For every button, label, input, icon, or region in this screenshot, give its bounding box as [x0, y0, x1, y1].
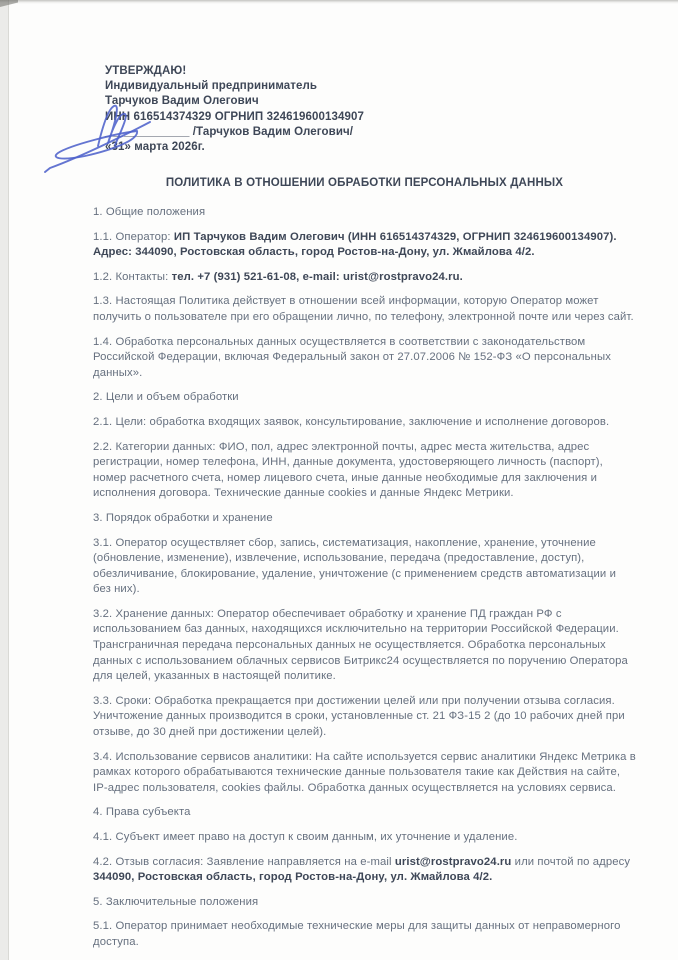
- paragraph-p-2-1: [93, 415, 636, 431]
- text-segment: 3.4. Использование сервисов аналитики: На сайте используется сервис аналитики Яндекс Метрика в рамках которого обрабатываются технические данные пользователя такие как Действия на сайте, IP-адрес пользователя, cookies файлы. Обработка данных осуществляется на условиях сервиса.: [93, 750, 636, 794]
- paragraph-p-3-2: [93, 607, 636, 685]
- text-segment: 5. Заключительные положения: [93, 895, 259, 908]
- paragraph-p-1-1: [93, 230, 636, 261]
- paragraph-p-3-1: [93, 536, 636, 598]
- paragraph-p-5-1: [93, 919, 636, 950]
- text-segment: 3.1. Оператор осуществляет сбор, запись, систематизация, накопление, хранение, уточнение (обновление, изменение), извлечение, использование, передача (предоставление, доступ), обезличивание, блокирование, удаление, уничтожение (с применением средств автоматизации и без них).: [93, 536, 616, 596]
- paragraph-p-2-2: [93, 440, 636, 502]
- paragraph-section-4-heading: [93, 805, 636, 821]
- text-segment: 1.4. Обработка персональных данных осуществляется в соответствии с законодательством Российской Федерации, включая Федеральный закон от 27.07.2006 № 152-ФЗ «О персональных данных».: [93, 335, 611, 379]
- paragraph-section-5-heading: [93, 895, 636, 911]
- approval-line-4: ИНН 616514374329 ОГРНИП 324619600134907: [105, 110, 365, 123]
- text-segment-bold: 344090, Ростовская область, город Ростов-на-Дону, ул. Жмайлова 4/2.: [93, 871, 493, 884]
- approval-line-5: _____________ /Тарчуков Вадим Олегович/: [105, 125, 354, 138]
- paragraph-section-1-heading: [93, 205, 636, 221]
- text-segment: 1. Общие положения: [93, 206, 206, 218]
- paragraph-p-4-1: [93, 830, 636, 846]
- text-segment: 3.3. Сроки: Обработка прекращается при достижении целей или при получении отзыва согласия. Уничтожение данных производится в сроки, установленные ст. 21 ФЗ-15 2 (до 10 рабочих дней при отзыве, до 30 дней при достижении целей).: [93, 694, 625, 739]
- document-body: [93, 205, 636, 960]
- text-segment: 4.2. Отзыв согласия: Заявление направляется на e-mail: [93, 855, 395, 868]
- text-segment: 2.2. Категории данных: ФИО, пол, адрес электронной почты, адрес места жительства, адрес регистрации, номер телефона, ИНН, данные документа, удостоверяющего личность (паспорт), номер расчетного счета, номер лицевого счета, иные данные необходимые для заключения и исполнения договора. Технические данные cookies и данные Яндекс Метрики.: [93, 440, 603, 500]
- approval-line-3: Тарчуков Вадим Олегович: [105, 95, 259, 108]
- page-top-edge-shadow: [0, 0, 678, 4]
- text-segment: 1.1. Оператор:: [93, 230, 174, 243]
- paragraph-p-1-2: [93, 270, 636, 286]
- text-segment: 3. Порядок обработки и хранение: [93, 511, 273, 524]
- text-segment-bold: urist@rostpravo24.ru: [394, 855, 512, 868]
- page-left-edge-shadow: [0, 0, 9, 960]
- text-segment: 2.1. Цели: обработка входящих заявок, консультирование, заключение и исполнение договоров.: [93, 415, 610, 428]
- text-segment: 4.1. Субъект имеет право на доступ к своим данным, их уточнение и удаление.: [93, 831, 518, 843]
- paragraph-p-1-3: [93, 294, 636, 325]
- approval-line-1: УТВЕРЖДАЮ!: [105, 65, 187, 77]
- text-segment: 2. Цели и объем обработки: [93, 391, 239, 404]
- text-segment: или почтой по адресу: [511, 855, 631, 868]
- text-segment: 5.1. Оператор принимает необходимые технические меры для защиты данных от неправомерного доступа.: [93, 920, 621, 948]
- text-segment-bold: тел. +7 (931) 521-61-08, e-mail: urist@rostpravo24.ru.: [171, 270, 463, 283]
- approval-line-2: Индивидуальный предприниматель: [105, 80, 318, 93]
- paragraph-p-1-4: [93, 335, 636, 382]
- paragraph-p-4-2: [93, 855, 636, 886]
- text-segment: 1.2. Контакты:: [93, 270, 172, 283]
- approval-block: [105, 64, 505, 155]
- approval-line-6: «31» марта 2026г.: [105, 141, 205, 154]
- paragraph-p-3-4: [93, 750, 636, 797]
- document-title: ПОЛИТИКА В ОТНОШЕНИИ ОБРАБОТКИ ПЕРСОНАЛЬНЫХ ДАННЫХ: [165, 177, 564, 189]
- paragraph-p-3-3: [93, 694, 636, 741]
- text-segment-bold: ИП Тарчуков Вадим Олегович (ИНН 616514374329, ОГРНИП 324619600134907). Адрес: 344090, Ростовская область, город Ростов-на-Дону, ул. Жмайлова 4/2.: [93, 230, 617, 259]
- paragraph-section-2-heading: [93, 390, 636, 406]
- text-segment: 1.3. Настоящая Политика действует в отношении всей информации, которую Оператор может получить о пользователе при его обращении лично, по телефону, электронной почте или через сайт.: [93, 295, 634, 323]
- paragraph-section-3-heading: [93, 511, 636, 527]
- text-segment: 3.2. Хранение данных: Оператор обеспечивает обработку и хранение ПД граждан РФ с использованием баз данных, находящихся исключительно на территории Российской Федерации. Трансграничная передача персональных данных не осуществляется. Обработка персональных данных с использованием облачных сервисов Битрикс24 осуществляется по поручению Оператора для целей, указанных в настоящей политике.: [93, 607, 628, 683]
- text-segment: 4. Права субъекта: [93, 806, 191, 819]
